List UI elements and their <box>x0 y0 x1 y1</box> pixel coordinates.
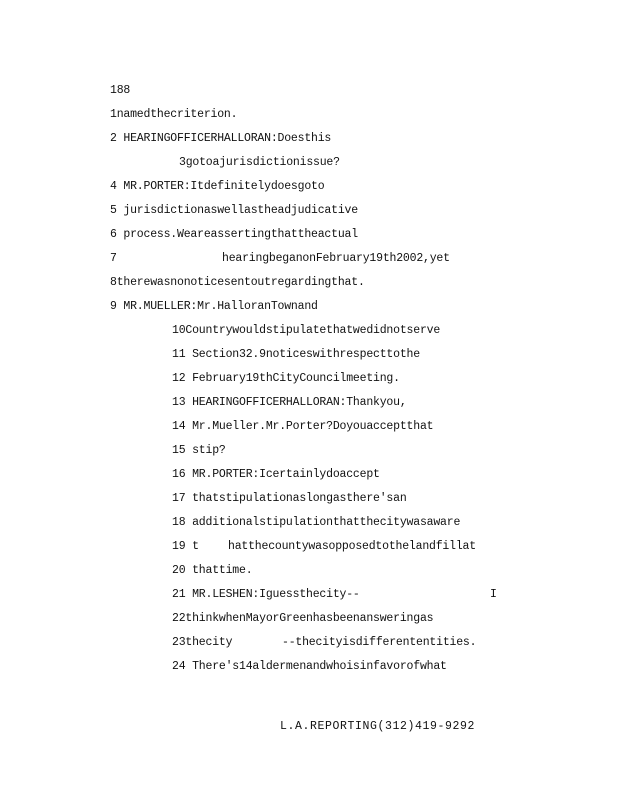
reporting-footer: L.A.REPORTING(312)419-9292 <box>280 720 476 733</box>
transcript-line: 14 Mr.Mueller.Mr.Porter?Doyouacceptthat <box>172 420 434 433</box>
transcript-line: 11 Section32.9noticeswithrespecttothe <box>172 348 420 361</box>
transcript-line: 3gotoajurisdictionissue? <box>179 156 340 169</box>
transcript-line: 24 There's14aldermenandwhoisinfavorofwhat <box>172 660 447 673</box>
transcript-line: 13 HEARINGOFFICERHALLORAN:Thankyou, <box>172 396 407 409</box>
transcript-line: 23thecity <box>172 636 233 649</box>
transcript-line: 9 MR.MUELLER:Mr.HalloranTownand <box>110 300 318 313</box>
transcript-line: 15 stip? <box>172 444 226 457</box>
transcript-line: 1namedthecriterion. <box>110 108 238 121</box>
transcript-line: 21 MR.LESHEN:Iguessthecity-- <box>172 588 360 601</box>
transcript-line: 12 February19thCityCouncilmeeting. <box>172 372 400 385</box>
transcript-line: 16 MR.PORTER:Icertainlydoaccept <box>172 468 380 481</box>
transcript-line: 8therewasnonoticesentoutregardingthat. <box>110 276 365 289</box>
transcript-line: 17 thatstipulationaslongasthere'san <box>172 492 407 505</box>
transcript-line: hatthecountywasopposedtothelandfillat <box>228 540 476 553</box>
transcript-line-fragment: I <box>490 588 497 601</box>
transcript-line: --thecityisdifferententities. <box>282 636 477 649</box>
transcript-line: 18 additionalstipulationthatthecitywasaware <box>172 516 461 529</box>
transcript-line: 5 jurisdictionaswellastheadjudicative <box>110 204 358 217</box>
transcript-line: 2 HEARINGOFFICERHALLORAN:Doesthis <box>110 132 332 145</box>
page-number: 188 <box>110 84 131 97</box>
transcript-line-number: 7 <box>110 252 117 265</box>
transcript-line: 19 t <box>172 540 199 553</box>
transcript-line: 10Countrywouldstipulatethatwedidnotserve <box>172 324 441 337</box>
transcript-line: 22thinkwhenMayorGreenhasbeenansweringas <box>172 612 434 625</box>
transcript-line: 4 MR.PORTER:Itdefinitelydoesgoto <box>110 180 325 193</box>
transcript-line: hearingbeganonFebruary19th2002,yet <box>222 252 450 265</box>
transcript-line: 6 process.Weareassertingthattheactual <box>110 228 358 241</box>
transcript-line: 20 thattime. <box>172 564 253 577</box>
